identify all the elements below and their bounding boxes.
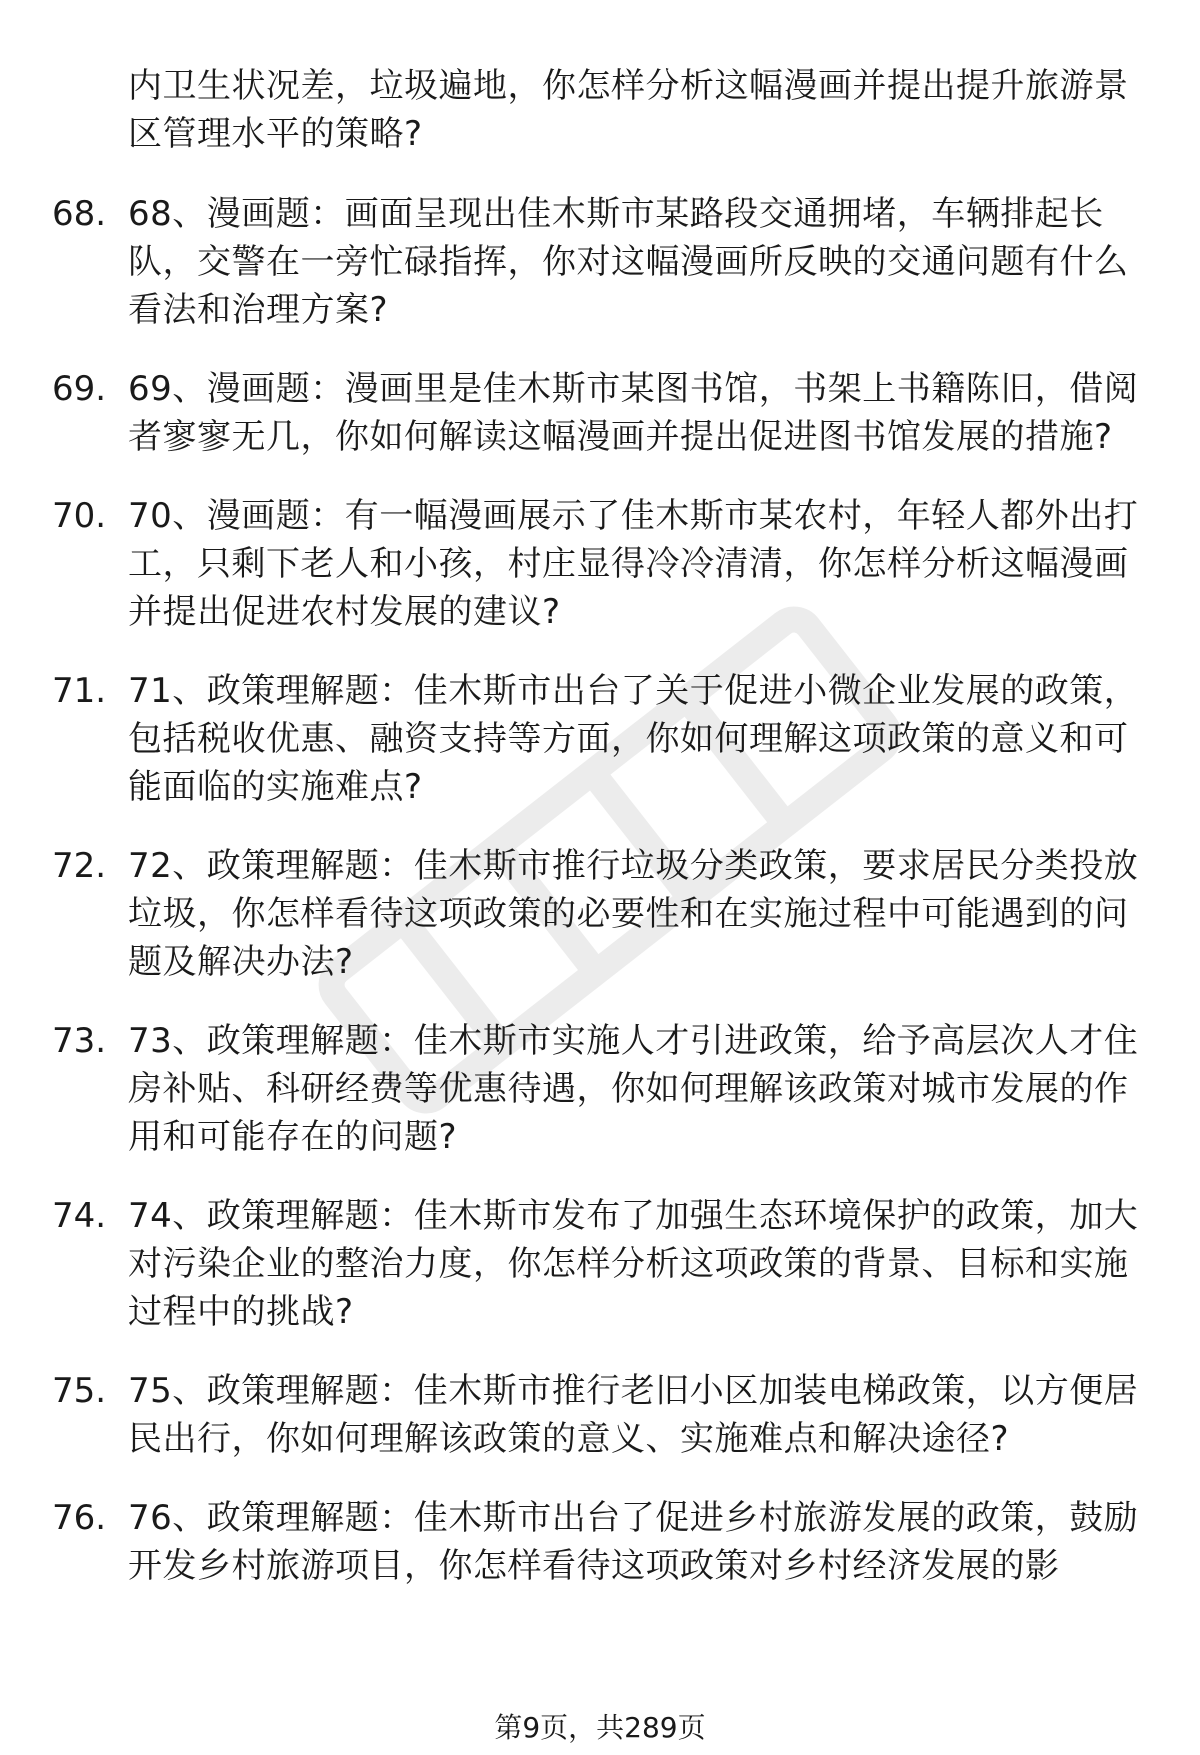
item-number: 71. bbox=[52, 671, 107, 711]
item-number: 69. bbox=[52, 369, 107, 409]
list-item bbox=[0, 1192, 1200, 1336]
item-number: 76. bbox=[52, 1498, 107, 1538]
item-text: 68、漫画题：画面呈现出佳木斯市某路段交通拥堵，车辆排起长队，交警在一旁忙碌指挥，你对这幅漫画所反映的交通问题有什么看法和治理方案? bbox=[128, 194, 1129, 330]
item-text: 74、政策理解题：佳木斯市发布了加强生态环境保护的政策，加大对污染企业的整治力度，你怎样分析这项政策的背景、目标和实施过程中的挑战? bbox=[128, 1196, 1139, 1332]
list-item bbox=[0, 1494, 1200, 1590]
list-item bbox=[0, 842, 1200, 986]
item-text: 75、政策理解题：佳木斯市推行老旧小区加装电梯政策，以方便居民出行，你如何理解该政策的意义、实施难点和解决途径? bbox=[128, 1371, 1139, 1459]
continued-question-text: 内卫生状况差，垃圾遍地，你怎样分析这幅漫画并提出提升旅游景区管理水平的策略? bbox=[128, 66, 1129, 154]
page-footer: 第9页，共289页 bbox=[494, 1711, 706, 1744]
item-text: 70、漫画题：有一幅漫画展示了佳木斯市某农村，年轻人都外出打工，只剩下老人和小孩，村庄显得冷冷清清，你怎样分析这幅漫画并提出促进农村发展的建议? bbox=[128, 496, 1139, 632]
list-item bbox=[0, 190, 1200, 334]
list-item bbox=[0, 667, 1200, 811]
list-item bbox=[0, 365, 1200, 461]
item-text: 72、政策理解题：佳木斯市推行垃圾分类政策，要求居民分类投放垃圾，你怎样看待这项政策的必要性和在实施过程中可能遇到的问题及解决办法? bbox=[128, 846, 1139, 982]
item-number: 72. bbox=[52, 846, 107, 886]
item-number: 73. bbox=[52, 1021, 107, 1061]
item-text: 73、政策理解题：佳木斯市实施人才引进政策，给予高层次人才住房补贴、科研经费等优惠待遇，你如何理解该政策对城市发展的作用和可能存在的问题? bbox=[128, 1021, 1139, 1157]
item-number: 74. bbox=[52, 1196, 107, 1236]
list-item bbox=[0, 492, 1200, 636]
item-number: 75. bbox=[52, 1371, 107, 1411]
item-number: 68. bbox=[52, 194, 107, 234]
item-text: 71、政策理解题：佳木斯市出台了关于促进小微企业发展的政策，包括税收优惠、融资支持等方面，你如何理解这项政策的意义和可能面临的实施难点? bbox=[128, 671, 1139, 807]
item-number: 70. bbox=[52, 496, 107, 536]
item-text: 76、政策理解题：佳木斯市出台了促进乡村旅游发展的政策，鼓励开发乡村旅游项目，你怎样看待这项政策对乡村经济发展的影 bbox=[128, 1498, 1139, 1586]
question-list bbox=[0, 190, 1200, 1621]
list-item bbox=[0, 1017, 1200, 1161]
list-item bbox=[0, 1367, 1200, 1463]
item-text: 69、漫画题：漫画里是佳木斯市某图书馆，书架上书籍陈旧，借阅者寥寥无几，你如何解读这幅漫画并提出促进图书馆发展的措施? bbox=[128, 369, 1139, 457]
